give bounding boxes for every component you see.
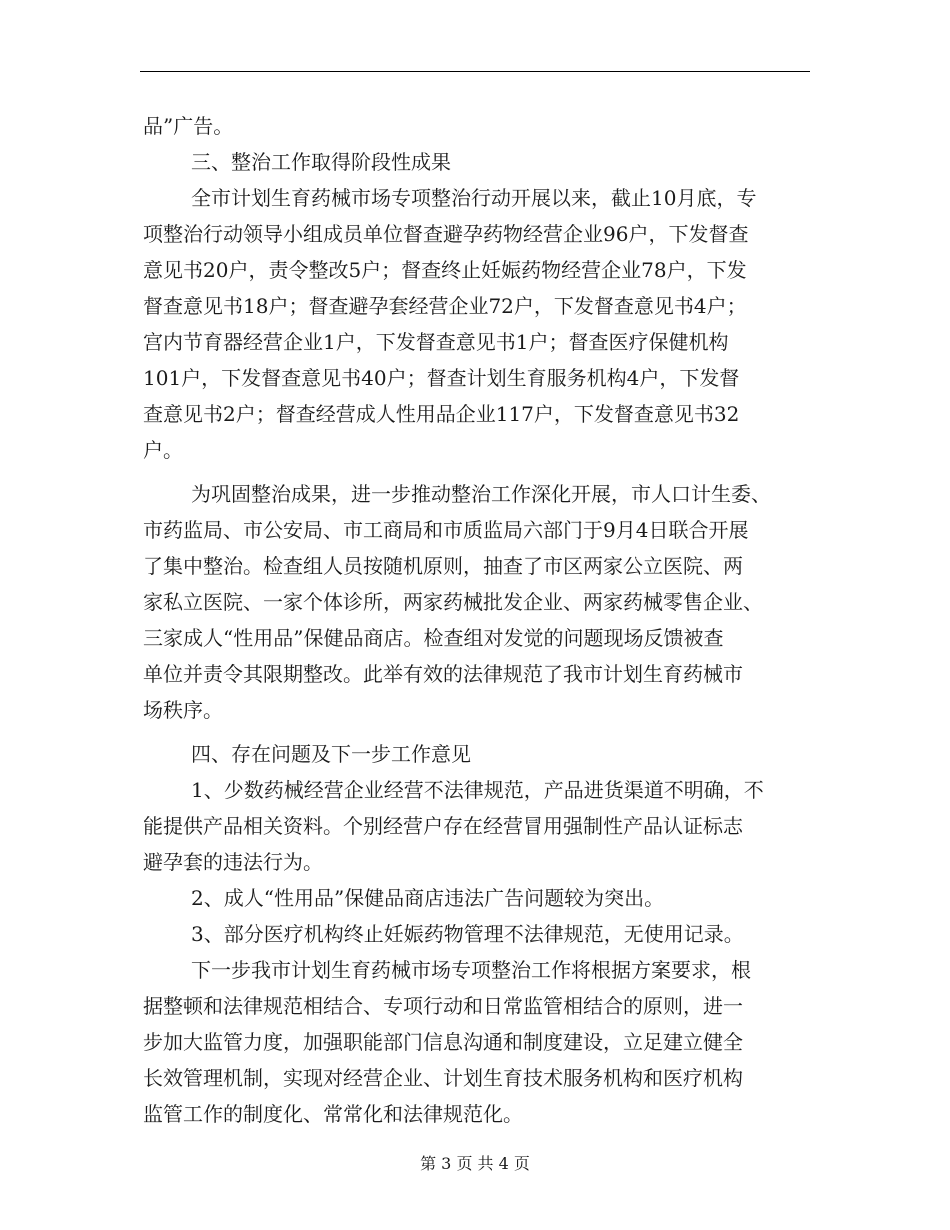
text-line: 1、少数药械经营企业经营不法律规范，产品进货渠道不明确，不 (191, 778, 764, 802)
text-line: 2、成人“性用品”保健品商店违法广告问题较为突出。 (191, 886, 665, 910)
text-line: 单位并责令其限期整改。此举有效的法律规范了我市计划生育药械市 (143, 662, 743, 686)
text-line: 三、整治工作取得阶段性成果 (191, 150, 451, 174)
paragraph-gap (143, 728, 811, 736)
text-line: 宫内节育器经营企业1户，下发督查意见书1户；督查医疗保健机构 (143, 330, 729, 354)
text-line: 据整顿和法律规范相结合、专项行动和日常监管相结合的原则，进一 (143, 994, 743, 1018)
document-body (143, 108, 811, 1132)
text-line: 督查意见书18户；督查避孕套经营企业72户，下发督查意见书4户； (143, 294, 747, 318)
text-line: 三家成人“性用品”保健品商店。检查组对发觉的问题现场反馈被查 (143, 626, 724, 650)
text-line: 监管工作的制度化、常常化和法律规范化。 (143, 1102, 523, 1126)
text-line: 长效管理机制，实现对经营企业、计划生育技术服务机构和医疗机构 (143, 1066, 743, 1090)
text-line: 意见书20户，责令整改5户；督查终止妊娠药物经营企业78户，下发 (143, 258, 747, 282)
text-line: 查意见书2户；督查经营成人性用品企业117户，下发督查意见书32 (143, 402, 740, 426)
header-rule (140, 71, 810, 72)
text-line: 避孕套的违法行为。 (143, 850, 323, 874)
text-line: 101户，下发督查意见书40户；督查计划生育服务机构4户，下发督 (143, 366, 740, 390)
page-footer: 第 3 页 共 4 页 (420, 1154, 530, 1173)
text-line: 下一步我市计划生育药械市场专项整治工作将根据方案要求，根 (191, 958, 751, 982)
text-line: 为巩固整治成果，进一步推动整治工作深化开展，市人口计生委、 (191, 482, 771, 506)
text-line: 项整治行动领导小组成员单位督查避孕药物经营企业96户，下发督查 (143, 222, 749, 246)
text-line: 户。 (143, 438, 183, 462)
text-line: 了集中整治。检查组人员按随机原则，抽查了市区两家公立医院、两 (143, 554, 743, 578)
paragraph-gap (143, 468, 811, 476)
text-line: 步加大监管力度，加强职能部门信息沟通和制度建设，立足建立健全 (143, 1030, 743, 1054)
text-line: 市药监局、市公安局、市工商局和市质监局六部门于9月4日联合开展 (143, 518, 749, 542)
text-line: 家私立医院、一家个体诊所，两家药械批发企业、两家药械零售企业、 (143, 590, 763, 614)
text-line: 场秩序。 (143, 698, 223, 722)
text-line: 3、部分医疗机构终止妊娠药物管理不法律规范，无使用记录。 (191, 922, 744, 946)
text-line: 品”广告。 (143, 114, 234, 138)
text-line: 全市计划生育药械市场专项整治行动开展以来，截止10月底，专 (191, 186, 757, 210)
text-line: 四、存在问题及下一步工作意见 (191, 742, 471, 766)
text-line: 能提供产品相关资料。个别经营户存在经营冒用强制性产品认证标志 (143, 814, 743, 838)
